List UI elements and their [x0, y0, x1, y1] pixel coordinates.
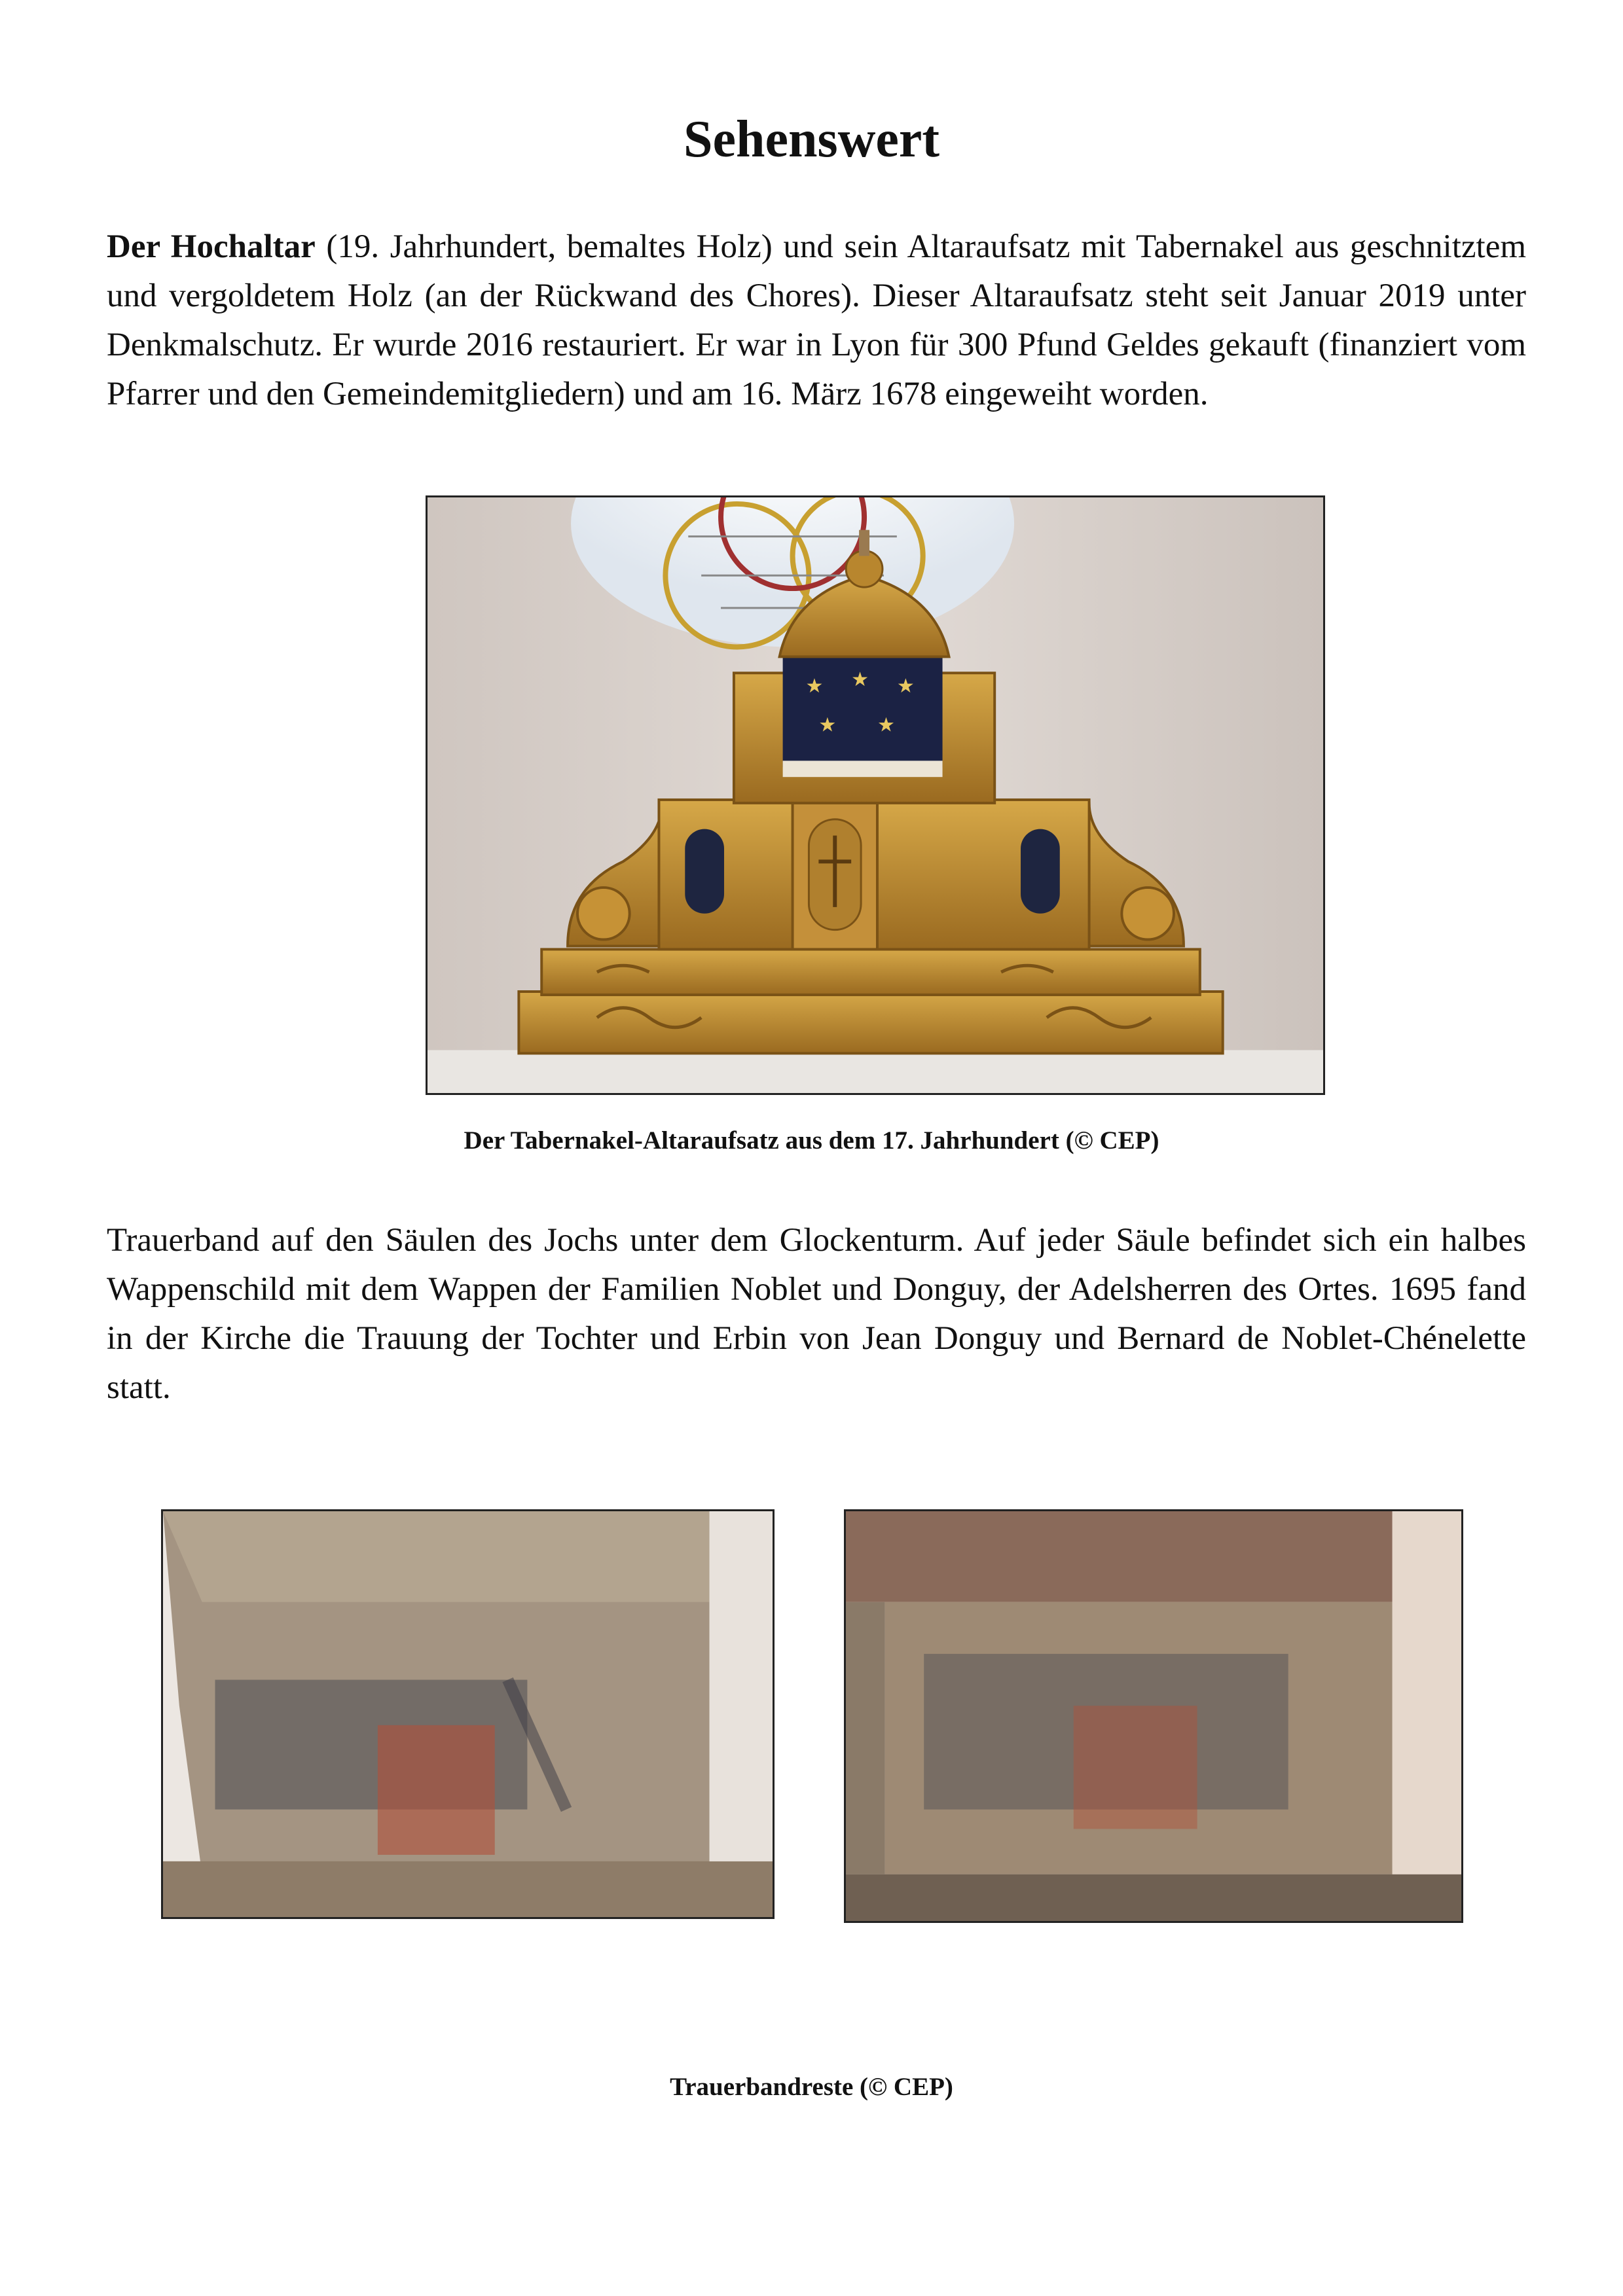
- altar-photo: [426, 495, 1325, 1095]
- tabernacle-altarpiece-image: [428, 497, 1323, 1093]
- pillar-photo-left: [161, 1509, 775, 1919]
- svg-text:★: ★: [851, 669, 869, 691]
- svg-text:★: ★: [877, 714, 895, 736]
- intro-body: (19. Jahrhundert, bemaltes Holz) und sein Altaraufsatz mit Tabernakel aus geschnitztem und vergoldetem Holz (an der Rückwand des Chores). Dieser Altaraufsatz steht seit Januar 2019 unter Denkmalschutz. Er wurde 2016 restauriert. Er war in Lyon für 300 Pfund Geldes gekauft (finanziert vom Pfarrer und den Gemeindemitgliedern) und am 16. März 1678 eingeweiht worden.: [107, 228, 1526, 412]
- pillar-left-image: [163, 1511, 773, 1917]
- altar-caption: Der Tabernakel-Altaraufsatz aus dem 17. Jahrhundert (© CEP): [464, 1126, 1159, 1155]
- pillars-caption: Trauerbandreste (© CEP): [670, 2073, 953, 2101]
- page-title: Sehenswert: [683, 111, 940, 168]
- intro-lead: Der Hochaltar: [107, 228, 316, 265]
- svg-text:★: ★: [818, 714, 837, 736]
- svg-text:★: ★: [896, 675, 915, 698]
- pillar-right-image: [846, 1511, 1461, 1921]
- mourning-band-paragraph: Trauerband auf den Säulen des Jochs unter dem Glockenturm. Auf jeder Säule befindet sich ein halbes Wappenschild mit dem Wappen der Familien Noblet und Donguy, der Adelsherren des Ortes. 1695 fand in der Kirche die Trauung der Tochter und Erbin von Jean Donguy und Bernard de Noblet-Chénelette statt.: [107, 1222, 1526, 1406]
- pillar-photo-right: [844, 1509, 1463, 1923]
- svg-text:★: ★: [805, 675, 824, 698]
- intro-paragraph: [107, 223, 1526, 419]
